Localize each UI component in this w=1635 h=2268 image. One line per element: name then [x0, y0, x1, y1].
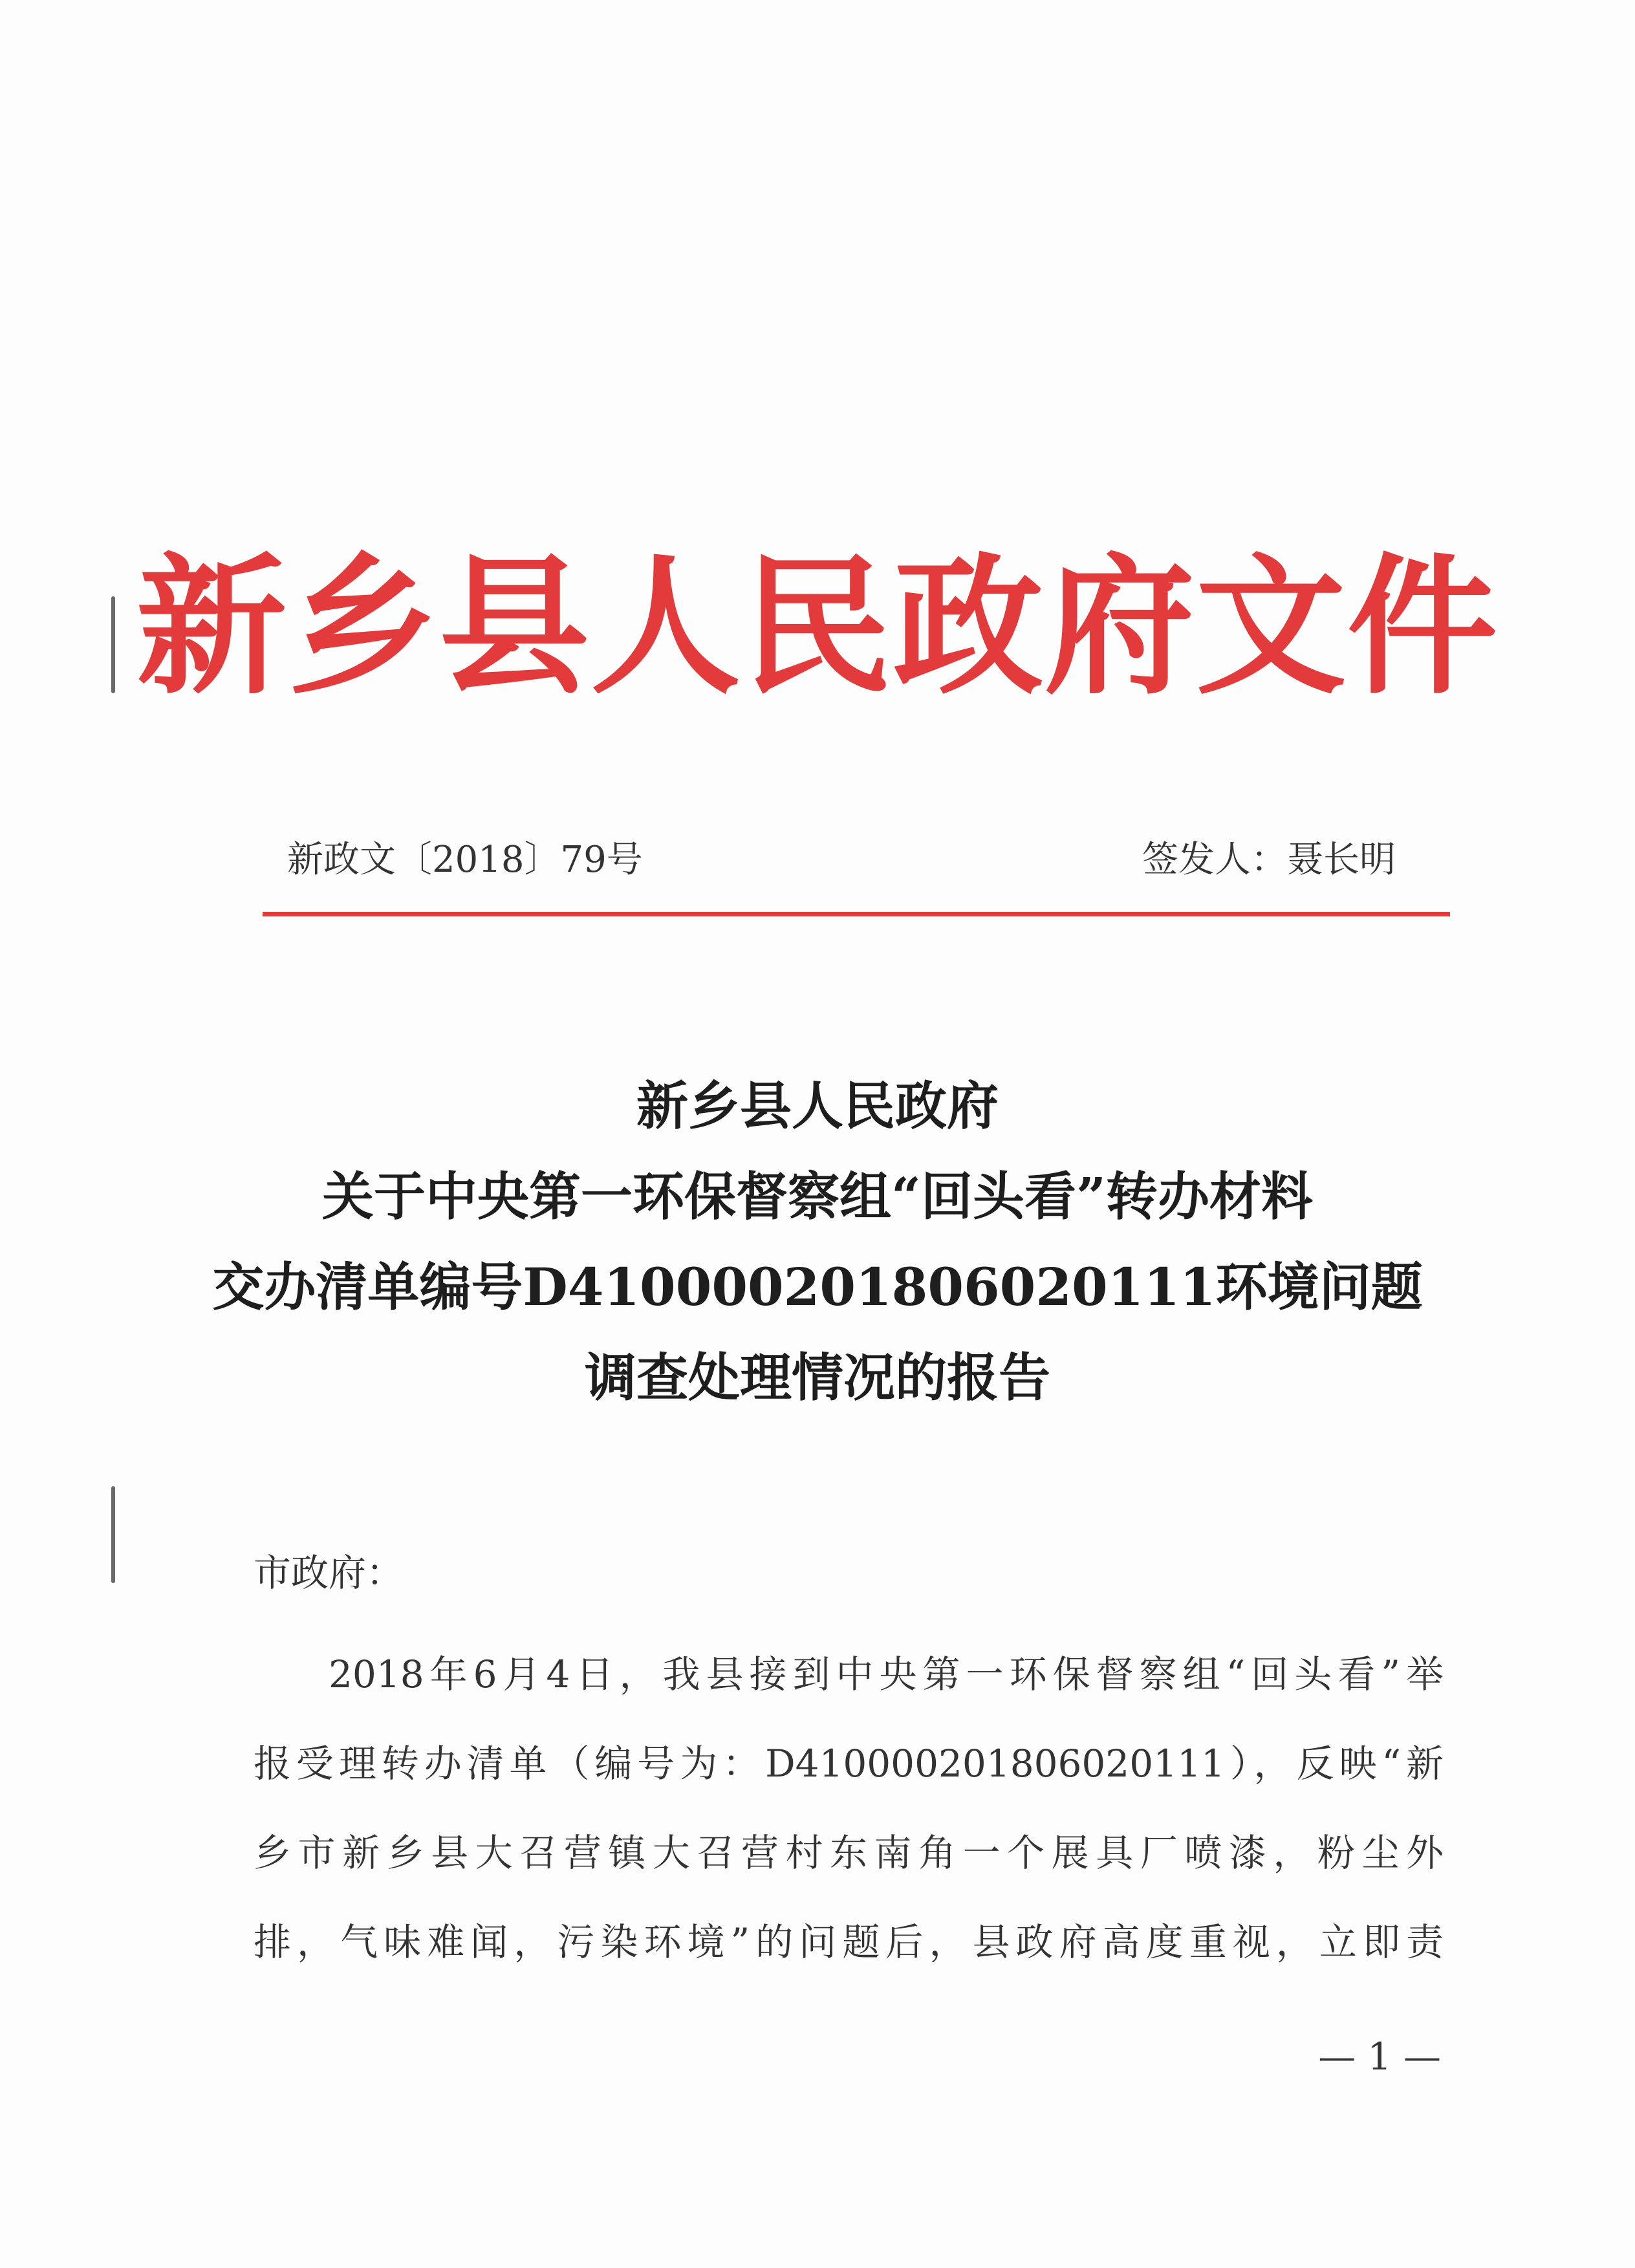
page-number: — 1 —	[1318, 2035, 1441, 2079]
masthead-title: 新乡县人民政府文件	[136, 540, 1499, 715]
body-paragraph	[254, 1630, 1444, 1987]
red-divider-rule	[263, 912, 1450, 916]
body-line: 报受理转办清单（编号为：D410000201806020111），反映“新	[254, 1742, 1444, 1786]
body-line: 乡市新乡县大召营镇大召营村东南角一个展具厂喷漆，粉尘外	[254, 1831, 1444, 1875]
body-line: 排，气味难闻，污染环境”的问题后，县政府高度重视，立即责	[254, 1920, 1444, 1964]
staple-mark-bottom	[111, 1486, 115, 1583]
issuer-signature-line: 签发人：聂长明	[1142, 839, 1396, 881]
salutation: 市政府：	[254, 1551, 404, 1595]
body-line: 2018年6月4日，我县接到中央第一环保督察组“回头看”举	[329, 1652, 1444, 1696]
document-number: 新政文〔2018〕79号	[287, 839, 643, 881]
report-title-line-1: 新乡县人民政府	[636, 1075, 999, 1136]
report-title	[0, 1061, 1635, 1423]
report-title-line-4: 调查处理情况的报告	[585, 1347, 1050, 1408]
report-title-line-2: 关于中央第一环保督察组“回头看”转办材料	[321, 1166, 1314, 1227]
report-title-line-3: 交办清单编号D410000201806020111环境问题	[212, 1257, 1423, 1317]
